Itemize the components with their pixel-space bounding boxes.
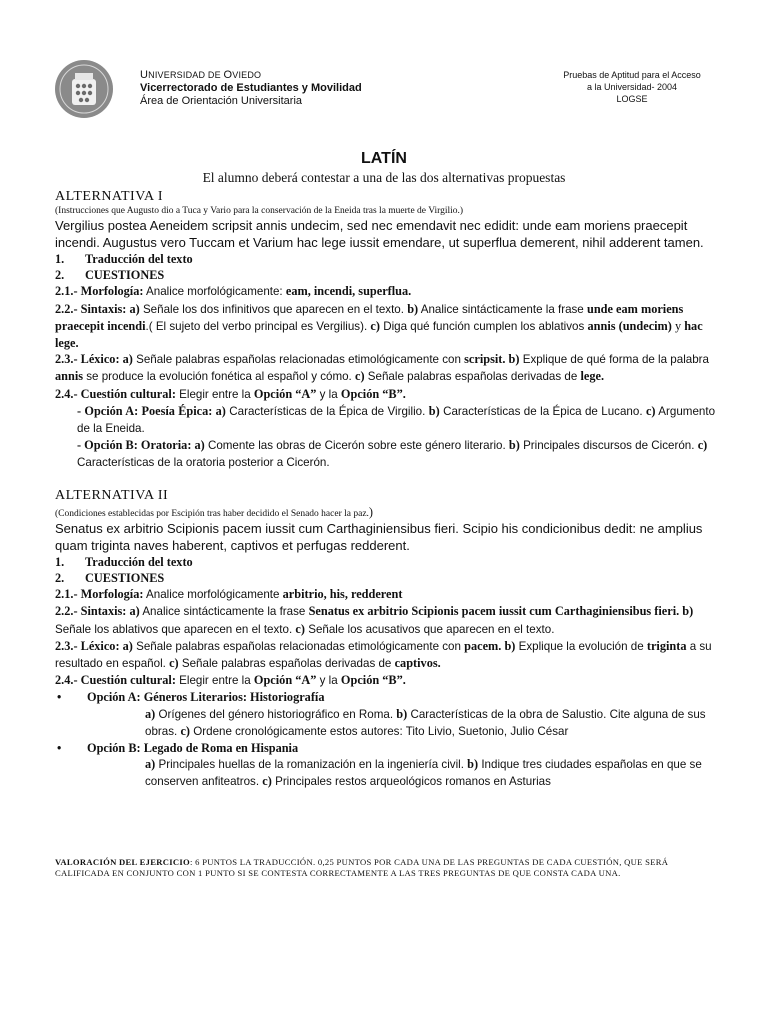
alt2-instructions: (Condiciones establecidas por Escipión tras haber decidido el Senado hacer la paz.) bbox=[55, 504, 374, 519]
alt1-item-2: 2. CUESTIONES bbox=[55, 268, 165, 283]
alt2-option-b-heading: • Opción B: Legado de Roma en Hispania bbox=[57, 741, 299, 756]
alt2-latin-text: Senatus ex arbitrio Scipionis pacem iussit cum Carthaginiensibus fieri. Scipio his condicionibus dedit: ne amplius quam triginta naves haberent, captivos et perfugas redderent. bbox=[55, 520, 703, 553]
page-title: LATÍN bbox=[361, 150, 407, 167]
alt2-q24: 2.4.- Cuestión cultural: Elegir entre la Opción “A” y la Opción “B”. bbox=[55, 673, 406, 688]
alt1-q23: 2.3.- Léxico: a) Señale palabras españolas relacionadas etimológicamente con scripsit. b) Explique de qué forma de la palabra annis se produce la evolución fonética al español y cómo. c) Señale palabras españolas derivadas de lege. bbox=[55, 352, 709, 384]
alt2-option-a-heading: • Opción A: Géneros Literarios: Historiografía bbox=[57, 690, 325, 705]
exam-body bbox=[55, 188, 715, 791]
alt2-heading: ALTERNATIVA II bbox=[55, 487, 169, 503]
alt1-q24: 2.4.- Cuestión cultural: Elegir entre la Opción “A” y la Opción “B”. bbox=[55, 386, 406, 401]
alt1-q21: 2.1.- Morfología: Analice morfológicamente: eam, incendi, superflua. bbox=[55, 284, 412, 299]
grading-note: VALORACIÓN DEL EJERCICIO: 6 PUNTOS LA TRADUCCIÓN. 0,25 PUNTOS POR CADA UNA DE LAS PREGUNTAS DE CADA CUESTIÓN, QUE SERÁ CALIFICADA EN CONJUNTO CON 1 PUNTO SI SE CONTESTA CORRECTAMENTE A LAS TRES PREGUNTAS DE QUE CONSTA CADA UNA. bbox=[55, 857, 669, 878]
alt1-option-b: - Opción B: Oratoria: a) Comente las obras de Cicerón sobre este género literario. b) Principales discursos de Cicerón. c) Características de la oratoria posterior a Cicerón. bbox=[77, 438, 708, 470]
alt1-q22: 2.2.- Sintaxis: a) Señale los dos infinitivos que aparecen en el texto. b) Analice sintácticamente la frase unde eam moriens praecepit incendi.( El sujeto del verbo principal es Vergilius). c) Diga qué función cumplen los ablativos annis (undecim) y hac lege. bbox=[55, 301, 703, 351]
alt2-q23: 2.3.- Léxico: a) Señale palabras españolas relacionadas etimológicamente con pacem. b) Explique la evolución de triginta a su resultado en español. c) Señale palabras españolas derivadas de captivos. bbox=[55, 638, 712, 671]
alt2-q21: 2.1.- Morfología: Analice morfológicamente arbitrio, his, redderent bbox=[55, 587, 403, 602]
university-block bbox=[140, 69, 362, 108]
alt2-q22: 2.2.- Sintaxis: a) Analice sintácticamente la frase Senatus ex arbitrio Scipionis pacem iussit cum Carthaginiensibus fieri. b) Señale los ablativos que aparecen en el texto. c) Señale los acusativos que aparecen en el texto. bbox=[55, 604, 694, 636]
alt2-option-b: a) Principales huellas de la romanización en la ingeniería civil. b) Indique tres ciudades españolas en que se conserven anfiteatros. c) Principales restos arqueológicos romanos en Asturias bbox=[145, 757, 702, 789]
bullet-icon: • bbox=[57, 690, 62, 705]
alt1-option-a: - Opción A: Poesía Épica: a) Características de la Épica de Virgilio. b) Características de la Épica de Lucano. c) Argumento de la Eneida. bbox=[77, 403, 716, 436]
university-name: UNIVERSIDAD DE OVIEDO bbox=[140, 69, 262, 81]
area: Área de Orientación Universitaria bbox=[140, 95, 303, 107]
university-seal-logo bbox=[54, 59, 114, 119]
alt1-instructions: (Instrucciones que Augusto dio a Tuca y Vario para la conservación de la Eneida tras la muerte de Virgilio.) bbox=[55, 206, 464, 216]
alt2-item-2: 2. CUESTIONES bbox=[55, 571, 165, 586]
alt1-latin-text: Vergilius postea Aeneidem scripsit annis undecim, sed nec emendavit nec edidit: unde eam moriens praecepit incendi. Augustus vero Tuccam et Varium hac lege iussit emendare, ut superflua demerent, nihil adderent tamen. bbox=[55, 218, 704, 250]
spacer bbox=[55, 472, 715, 487]
vicerrectorado: Vicerrectorado de Estudiantes y Movilidad bbox=[140, 82, 362, 94]
alt2-item-1: 1. Traducción del texto bbox=[55, 554, 193, 569]
alt1-heading: ALTERNATIVA I bbox=[55, 189, 164, 204]
bullet-icon: • bbox=[57, 741, 62, 756]
exam-info: Pruebas de Aptitud para el Acceso a la Universidad- 2004 LOGSE bbox=[563, 70, 701, 104]
subtitle: El alumno deberá contestar a una de las dos alternativas propuestas bbox=[202, 170, 566, 185]
alt1-item-1: 1. Traducción del texto bbox=[55, 252, 193, 266]
alt2-option-a: a) Orígenes del género historiográfico en Roma. b) Características de la obra de Salustio. Cite alguna de sus obras. c) Ordene cronológicamente estos autores: Tito Livio, Suetonio, Julio César bbox=[145, 706, 706, 738]
